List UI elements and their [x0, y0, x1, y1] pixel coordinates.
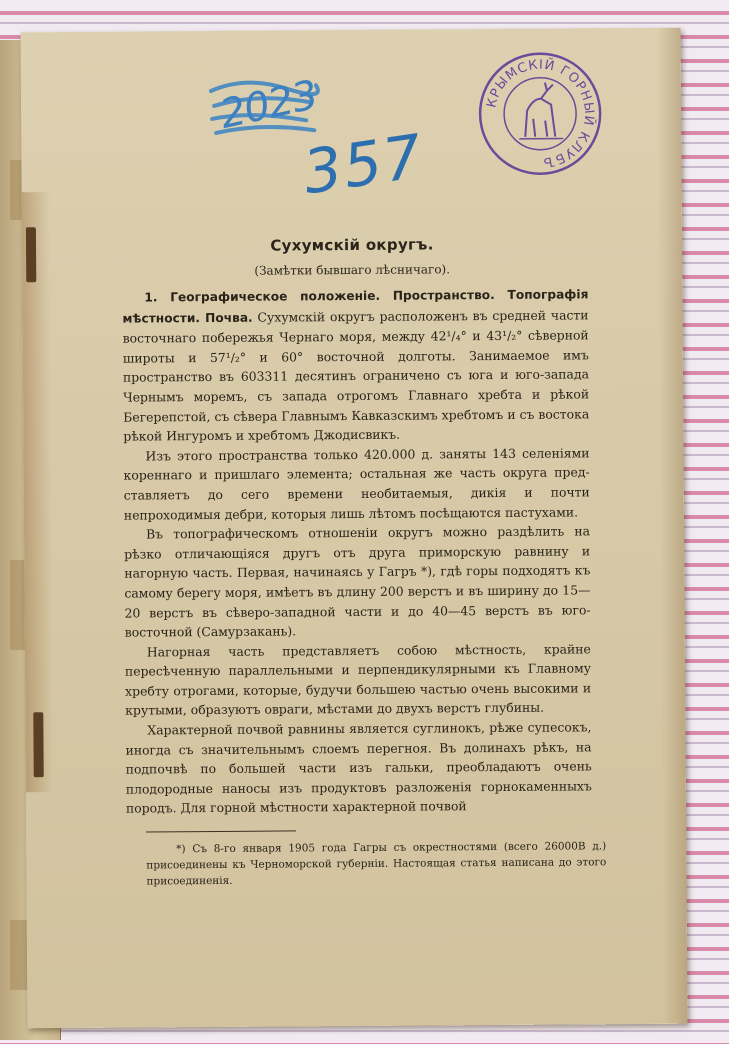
section-heading: 1. Географическое положеніе. Пространство. Топографія мѣстности. Почва. — [122, 287, 589, 326]
crossed-out-archive-number: 2023 — [215, 72, 322, 138]
footnote-text: *) Съ 8-го января 1905 года Гагры съ окрестностями (всего 26000В д.) присоединены къ Черноморской губерніи. Настоящая статья написана до этого присоединенія. — [146, 840, 607, 888]
page-shadow — [657, 28, 688, 1024]
footnote — [146, 838, 606, 889]
binding-hole — [33, 712, 43, 777]
deer-emblem — [519, 83, 563, 139]
document-title: Сухумскій округъ. — [270, 235, 434, 255]
stamp-text: КРЫМСКІЙ ГОРНЫЙ КЛУБЪ — [484, 57, 597, 170]
paragraph: Изъ этого пространства только 420.000 д. заняты 143 селеніями кореннаго и пришлаго элемента; остальная же часть округа представляетъ до сего времени необитаемыя, дикія и почти непроходимыя дебри, которыя лишь лѣтомъ посѣщаются пастухами. — [123, 445, 590, 523]
paragraph: Въ топографическомъ отношеніи округъ можно раздѣлить на рѣзко отличающіяся другъ отъ друга приморскую равнину и нагорную часть. Первая, начинаясь у Гагръ *), гдѣ горы подходятъ къ самому берегу моря, имѣетъ въ длину 200 верстъ и въ ширину до 15—20 верстъ въ сѣверо-западной части и до 40—45 верстъ въ юго-восточной (Самурзакань). — [124, 523, 591, 640]
article-body — [122, 284, 592, 818]
footnote-separator — [146, 830, 296, 832]
page-stain — [22, 192, 54, 792]
inventory-number: 357 — [298, 121, 429, 209]
paragraph-text: Сухумскій округъ расположенъ въ средней части восточнаго побережья Чернаго моря, между 42¹/₄° и 43¹/₂° сѣверной широты и 57¹/₂° и 60° восточной долготы. Занимаемое имъ пространство въ 603311 десятинъ ограничено съ юга и юго-запада Чернымъ моремъ, съ запада отрогомъ Главнаго хребта и рѣкой Бегерепстой, съ сѣвера Главнымъ Кавказскимъ хребтомъ и съ востока рѣкой Ингуромъ и хребтомъ Джодисвикъ. — [122, 306, 590, 444]
club-stamp — [475, 48, 606, 179]
document-subtitle: (Замѣтки бывшаго лѣсничаго). — [254, 262, 451, 278]
paragraph: Нагорная часть представляетъ собою мѣстность, крайне пересѣченную параллельными и перпендикулярными къ Главному хребту отрогами, которые, будучи большею частью очень высокими и крутыми, образуютъ овраги, мѣстами до двухъ верстъ глубины. — [124, 641, 592, 719]
paragraph: Характерной почвой равнины является суглинокъ, рѣже супесокъ, иногда съ значительнымъ слоемъ перегноя. Въ долинахъ рѣкъ, на подпочвѣ по большей части изъ гальки, преобладаютъ очень плодородные наносы изъ продуктовъ разложенія горнокаменныхъ породъ. Для горной мѣстности характерной почвой — [125, 719, 592, 817]
paragraph — [122, 284, 589, 446]
document-page — [21, 28, 688, 1029]
svg-text:КРЫМСКІЙ ГОРНЫЙ КЛУБЪ — [484, 56, 598, 170]
